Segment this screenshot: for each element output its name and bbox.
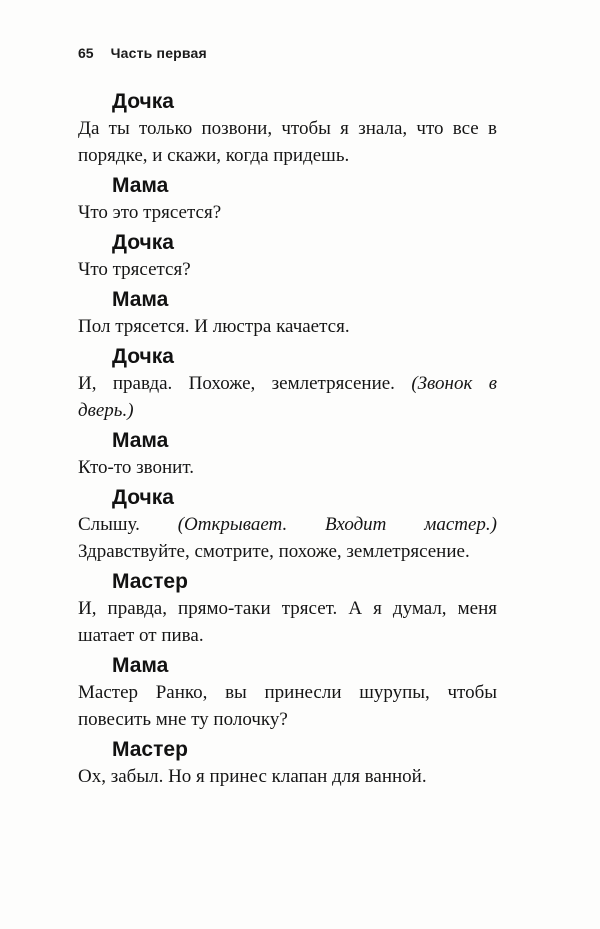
speaker-name: Мастер [112,570,188,593]
dialogue-text: Кто-то звонит. [78,457,194,478]
dialogue-text: Что это трясется? [78,202,222,223]
dialogue-line [78,454,497,481]
dialogue-text: И, правда, прямо-таки трясет. А я думал, меня шатает от пива. [78,598,497,646]
dialogue-line [78,115,497,169]
speaker-name: Дочка [112,345,174,368]
dialogue-entry-5 [78,343,497,424]
dialogue-text: Здравствуйте, смотрите, похоже, землетрясение. [78,541,470,562]
dialogue-text: И, правда. Похоже, землетрясение. [78,373,412,394]
speaker-name: Мама [112,654,169,677]
dialogue-line [78,511,497,565]
speaker-name: Дочка [112,90,174,113]
dialogue-entry-4 [78,286,497,340]
speaker-name: Дочка [112,486,174,509]
dialogue-text: Мастер Ранко, вы принесли шурупы, чтобы повесить мне ту полочку? [78,682,497,730]
dialogue-line [78,763,497,790]
dialogue-text: Пол трясется. И люстра качается. [78,316,350,337]
page-number: 65 [78,45,94,61]
dialogue-entry-7 [78,484,497,565]
dialogue-line [78,199,497,226]
stage-direction: (Открывает. Входит мастер.) [177,514,497,535]
dialogue-entry-8 [78,568,497,649]
speaker-name: Мама [112,174,169,197]
dialogue-line [78,256,497,283]
dialogue-entry-6 [78,427,497,481]
dialogue-text: Да ты только позвони, чтобы я знала, что все в порядке, и скажи, когда придешь. [78,118,497,166]
dialogue-entry-2 [78,172,497,226]
dialogue-line [78,313,497,340]
dialogue-line [78,679,497,733]
dialogue-line [78,370,497,424]
dialogue-entry-1 [78,88,497,169]
dialogue-text: Что трясется? [78,259,191,280]
speaker-name: Мама [112,429,169,452]
speaker-name: Мастер [112,738,188,761]
speaker-name: Дочка [112,231,174,254]
speaker-name: Мама [112,288,169,311]
dialogue-text: Слышу. [78,514,178,535]
dialogue-text: Ох, забыл. Но я принес клапан для ванной. [78,766,427,787]
dialogue-entry-3 [78,229,497,283]
dialogue-entry-9 [78,652,497,733]
page-header [78,46,497,60]
dialogue-entry-10 [78,736,497,790]
stage-direction: (Звонок в дверь.) [78,373,497,421]
running-title: Часть первая [110,45,207,61]
dialogue-line [78,595,497,649]
